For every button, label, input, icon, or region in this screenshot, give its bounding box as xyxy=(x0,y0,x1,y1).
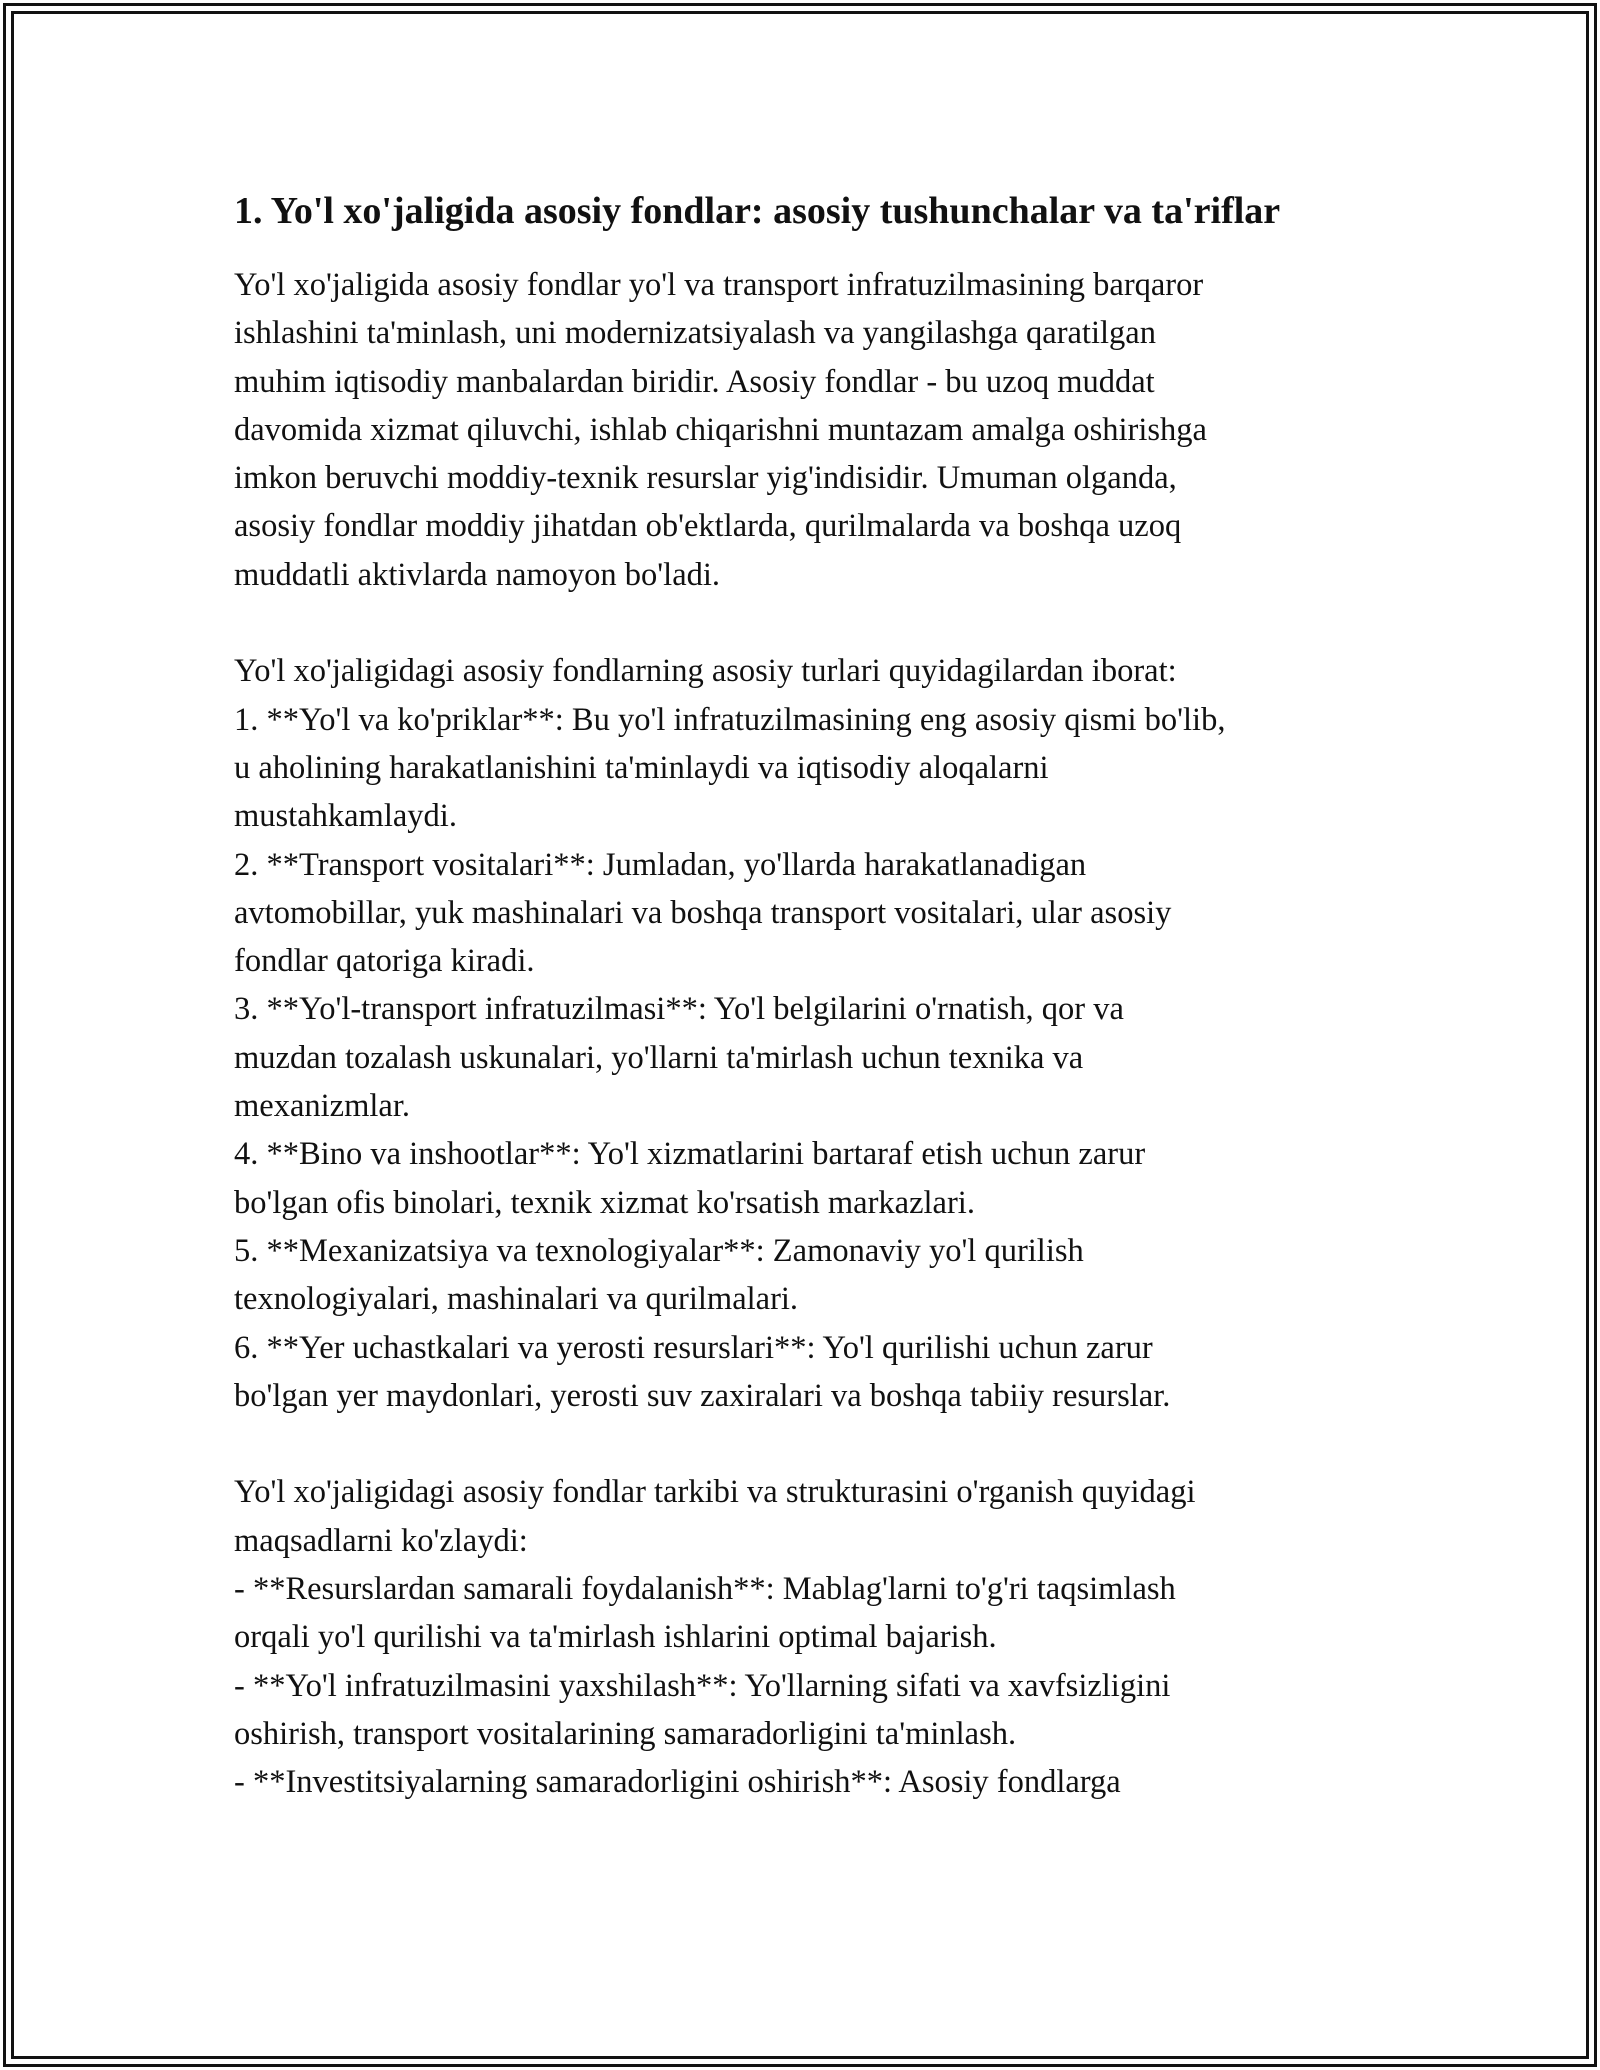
text-line: muddatli aktivlarda namoyon bo'ladi. xyxy=(234,556,721,593)
text-line: muhim iqtisodiy manbalardan biridir. Asosiy fondlar - bu uzoq muddat xyxy=(234,363,1155,400)
paragraph-objectives xyxy=(234,1468,1374,1806)
paragraph-spacer xyxy=(234,1420,1374,1468)
text-line: avtomobillar, yuk mashinalari va boshqa transport vositalari, ular asosiy xyxy=(234,894,1172,931)
text-line: mexanizmlar. xyxy=(234,1088,410,1125)
list-item: 4. **Bino va inshootlar**: Yo'l xizmatlarini bartaraf etish uchun zarur xyxy=(234,1136,1146,1173)
list-item: 2. **Transport vositalari**: Jumladan, yo'llarda harakatlanadigan xyxy=(234,846,1087,883)
list-item: - **Investitsiyalarning samaradorligini oshirish**: Asosiy fondlarga xyxy=(234,1764,1121,1801)
text-line: Yo'l xo'jaligida asosiy fondlar yo'l va transport infratuzilmasining barqaror xyxy=(234,267,1204,303)
text-line: Yo'l xo'jaligidagi asosiy fondlar tarkibi va strukturasini o'rganish quyidagi xyxy=(234,1474,1196,1511)
text-line: mustahkamlaydi. xyxy=(234,798,457,835)
text-line: imkon beruvchi moddiy-texnik resurslar yig'indisidir. Umuman olganda, xyxy=(234,460,1177,497)
text-line: maqsadlarni ko'zlaydi: xyxy=(234,1522,528,1559)
text-line: ishlashini ta'minlash, uni modernizatsiyalash va yangilashga qaratilgan xyxy=(234,315,1156,352)
text-line: bo'lgan ofis binolari, texnik xizmat ko'rsatish markazlari. xyxy=(234,1184,975,1221)
text-line: asosiy fondlar moddiy jihatdan ob'ektlarda, qurilmalarda va boshqa uzoq xyxy=(234,508,1182,545)
list-item: 6. **Yer uchastkalari va yerosti resurslari**: Yo'l qurilishi uchun zarur xyxy=(234,1329,1153,1366)
text-line: davomida xizmat qiluvchi, ishlab chiqarishni muntazam amalga oshirishga xyxy=(234,411,1207,448)
text-line: muzdan tozalash uskunalari, yo'llarni ta'mirlash uchun texnika va xyxy=(234,1039,1084,1076)
text-line: bo'lgan yer maydonlari, yerosti suv zaxiralari va boshqa tabiiy resurslar. xyxy=(234,1377,1171,1414)
list-item: 5. **Mexanizatsiya va texnologiyalar**: Zamonaviy yo'l qurilish xyxy=(234,1232,1084,1269)
document-body xyxy=(234,184,1374,1807)
list-item: - **Yo'l infratuzilmasini yaxshilash**: Yo'llarning sifati va xavfsizligini xyxy=(234,1667,1171,1704)
text-line: fondlar qatoriga kiradi. xyxy=(234,943,535,980)
list-item: 3. **Yo'l-transport infratuzilmasi**: Yo'l belgilarini o'rnatish, qor va xyxy=(234,991,1124,1028)
list-item: - **Resurslardan samarali foydalanish**: Mablag'larni to'g'ri taqsimlash xyxy=(234,1571,1176,1608)
text-line: u aholining harakatlanishini ta'minlaydi va iqtisodiy aloqalarni xyxy=(234,749,1049,786)
text-line: orqali yo'l qurilishi va ta'mirlash ishlarini optimal bajarish. xyxy=(234,1619,997,1656)
section-heading: 1. Yo'l xo'jaligida asosiy fondlar: asosiy tushunchalar va ta'riflar xyxy=(234,190,1281,232)
paragraph-spacer xyxy=(234,599,1374,647)
list-item: 1. **Yo'l va ko'priklar**: Bu yo'l infratuzilmasining eng asosiy qismi bo'lib, xyxy=(234,701,1226,738)
text-line: Yo'l xo'jaligidagi asosiy fondlarning asosiy turlari quyidagilardan iborat: xyxy=(234,653,1177,690)
paragraph-fund-types xyxy=(234,647,1374,1420)
text-line: oshirish, transport vositalarining samaradorligini ta'minlash. xyxy=(234,1715,1017,1752)
paragraph-intro xyxy=(234,261,1374,599)
text-line: texnologiyalari, mashinalari va qurilmalari. xyxy=(234,1281,799,1318)
